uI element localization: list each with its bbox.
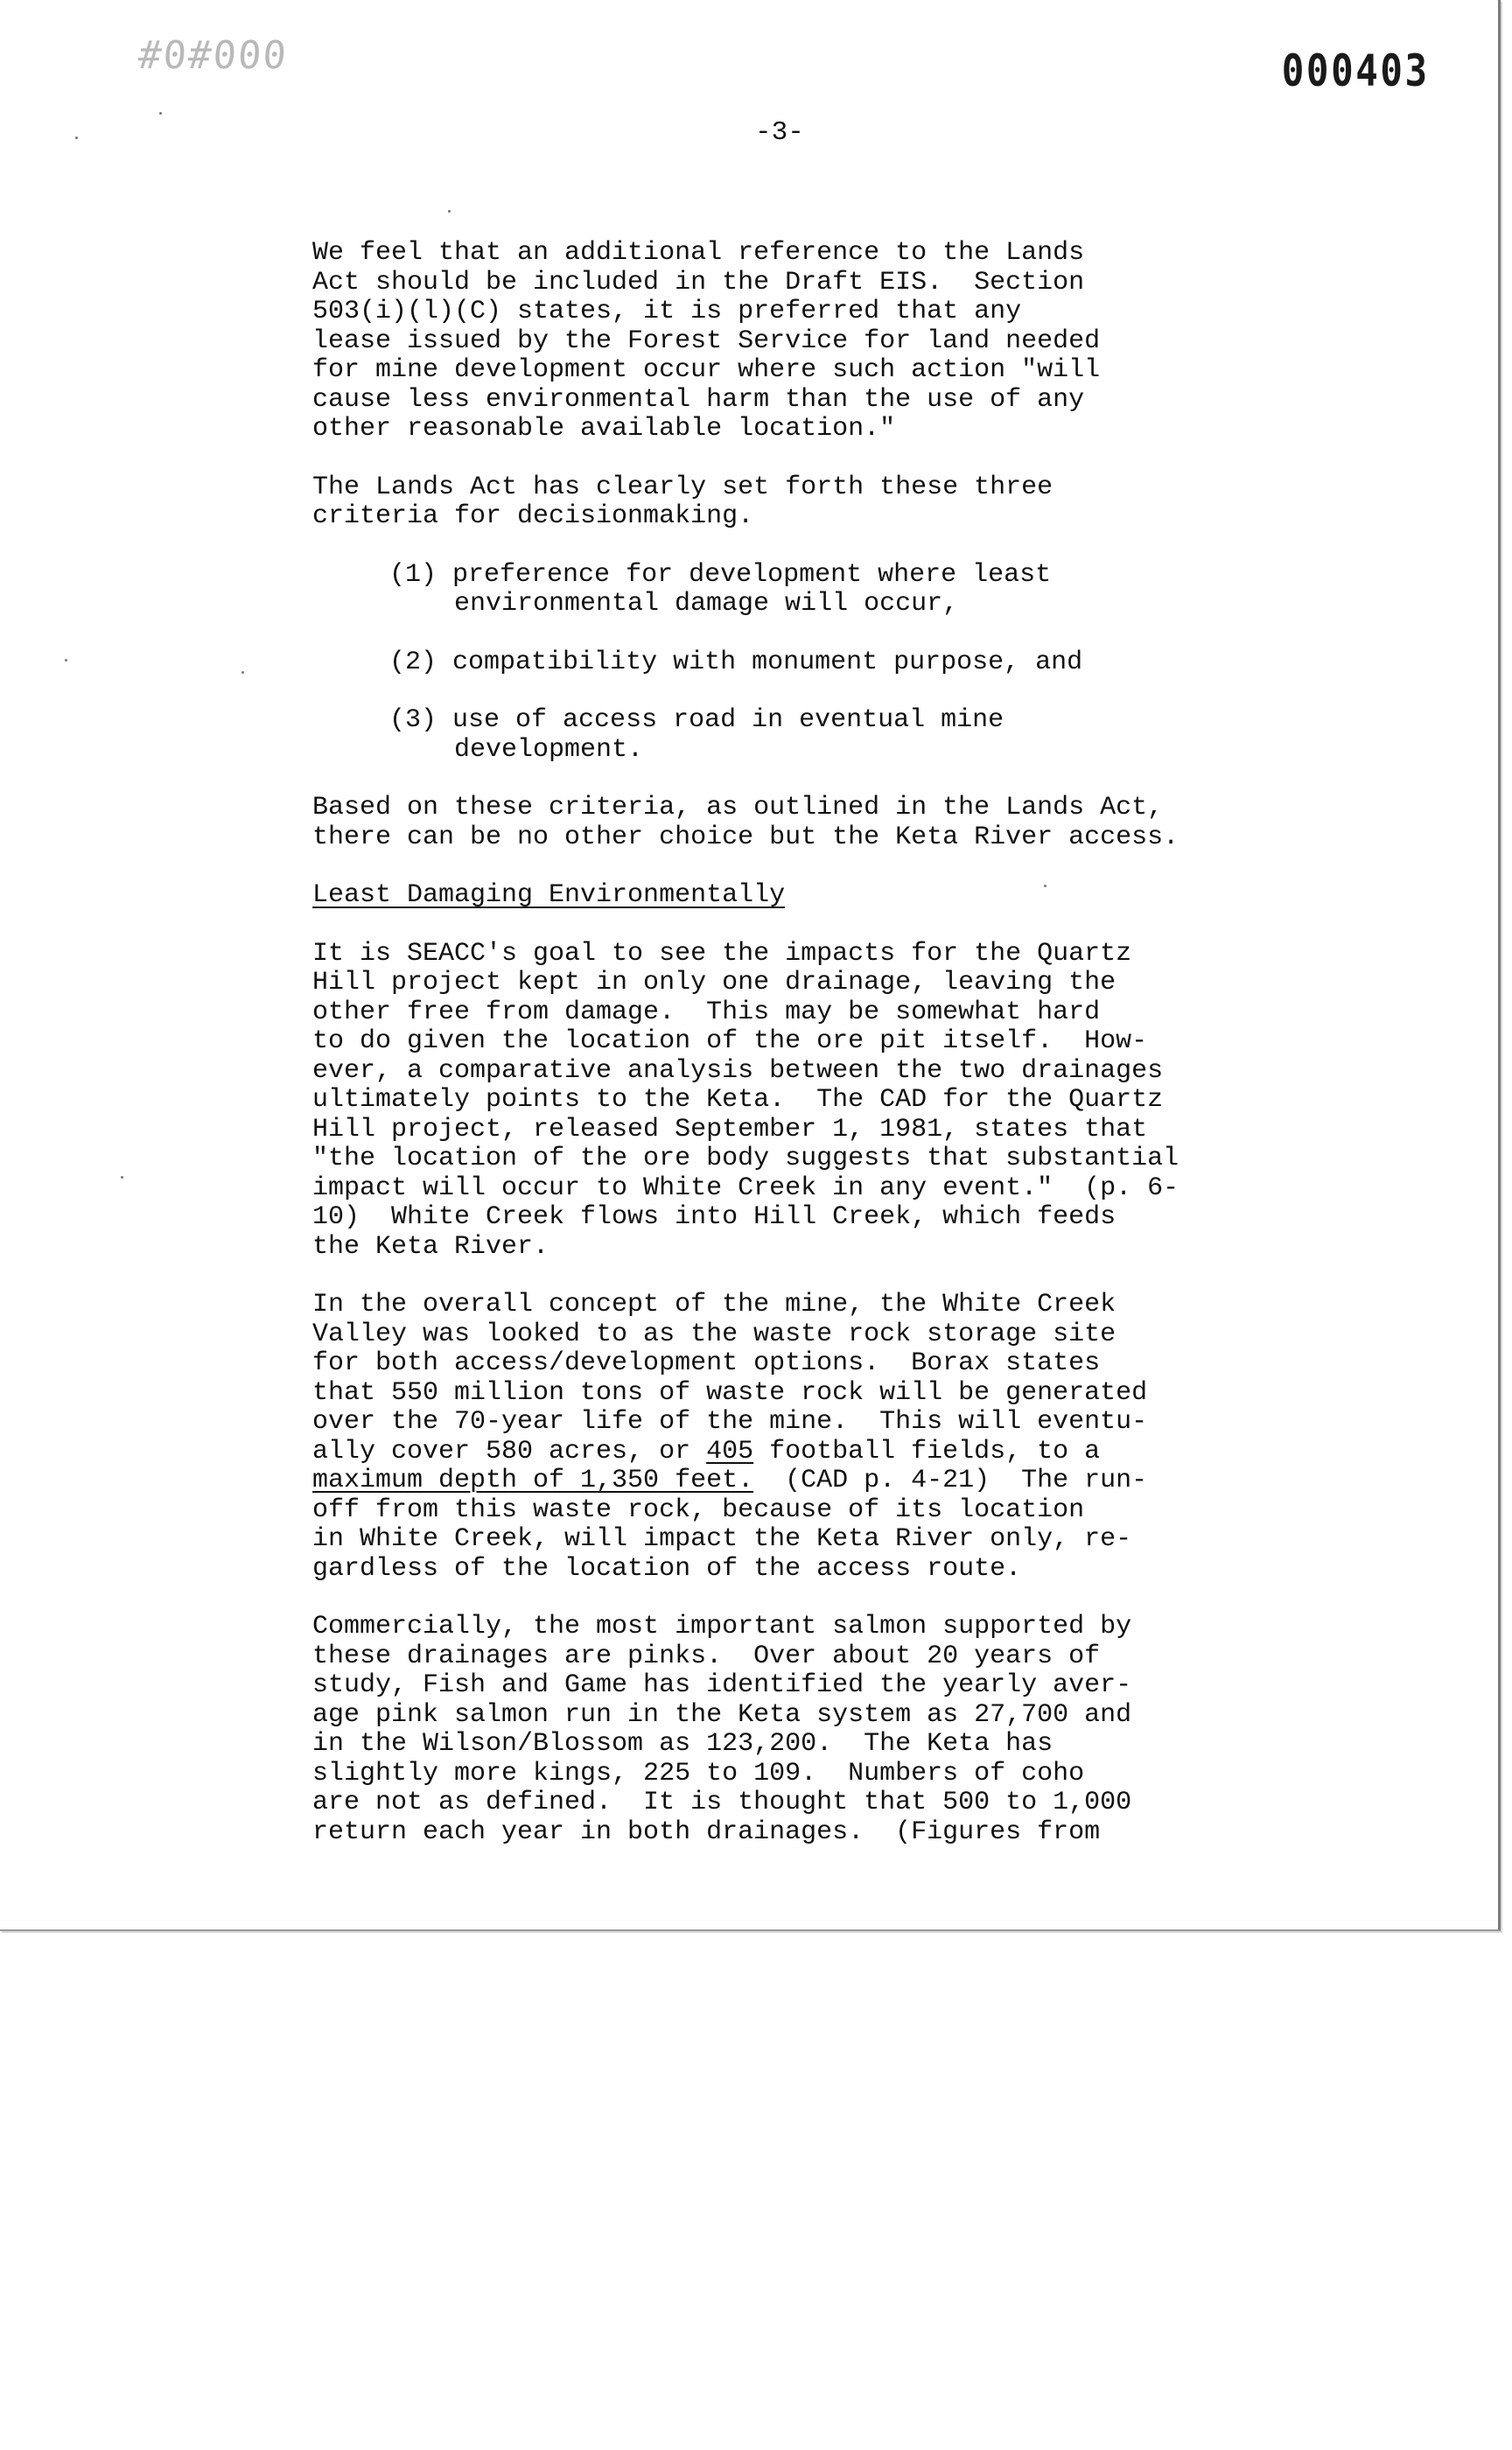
text-line: for both access/development options. Borax states [312,1348,1101,1378]
list-text: compatibility with monument purpose, and [452,647,1083,677]
text-line: ultimately points to the Keta. The CAD for the Quartz [312,1085,1164,1115]
text-line: other reasonable available location." [312,414,896,444]
list-number: (2) [389,647,438,677]
scan-speck [242,671,244,674]
text-line: Hill project kept in only one drainage, leaving the [312,968,1116,998]
text-line: impact will occur to White Creek in any event." (p. 6- [312,1172,1180,1203]
text-line: these drainages are pinks. Over about 20 years of [312,1641,1101,1671]
text-line: that 550 million tons of waste rock will be generated [312,1377,1148,1408]
scan-speck [448,210,451,213]
faded-stamp-number: #0#000 [136,33,290,78]
text-line: in White Creek, will impact the Keta River only, re- [312,1524,1132,1554]
text-line: there can be no other choice but the Keta River access. [312,822,1180,852]
paragraph-salmon [312,1613,1301,1847]
text-line [389,706,1301,736]
paragraph-criteria-intro [312,473,1301,532]
page-number: -3- [755,117,804,148]
underlined-figure: 405 [706,1436,754,1466]
text-line: slightly more kings, 225 to 109. Numbers of coho [312,1758,1085,1788]
text-line: age pink salmon run in the Keta system as 27,700 and [312,1699,1132,1730]
scan-speck [159,112,162,115]
list-text: use of access road in eventual mine [452,705,1004,735]
list-number: (1) [389,559,438,590]
text-line: 10) White Creek flows into Hill Creek, which feeds [312,1202,1116,1232]
text-line: return each year in both drainages. (Figures from [312,1816,1101,1847]
criteria-item-3 [389,706,1301,765]
text-line: Based on these criteria, as outlined in the Lands Act, [312,793,1164,822]
text-line: The Lands Act has clearly set forth these three [312,472,1054,502]
text-line: "the location of the ore body suggests that substantial [312,1144,1180,1173]
list-number: (3) [389,705,438,735]
section-heading-text: Least Damaging Environmentally [312,880,786,910]
text-fragment: ally cover 580 acres, or [312,1436,707,1466]
text-line: It is SEACC's goal to see the impacts for the Quartz [312,938,1132,969]
paragraph-lands-act-reference [312,239,1301,444]
text-line: Act should be included in the Draft EIS. Section [312,267,1085,298]
text-line [389,648,1301,678]
scan-speck [121,1176,123,1179]
section-heading [312,881,1301,911]
list-text: preference for development where least [452,559,1052,590]
text-line: Valley was looked to as the waste rock storage site [312,1319,1116,1349]
text-line: Hill project, released September 1, 1981, states that [312,1114,1148,1144]
text-line: cause less environmental harm than the use of any [312,384,1085,415]
underlined-phrase: maximum depth of 1,350 feet. [312,1466,754,1495]
text-line: In the overall concept of the mine, the White Creek [312,1290,1116,1320]
letter-body [312,239,1301,1876]
text-line: the Keta River. [312,1231,550,1262]
text-line: in the Wilson/Blossom as 123,200. The Keta has [312,1729,1054,1759]
text-line: development. [454,734,644,765]
text-line: over the 70-year life of the mine. This will eventu- [312,1407,1148,1437]
text-line: study, Fish and Game has identified the yearly aver- [312,1670,1132,1700]
paragraph-seacc-goal [312,940,1301,1263]
criteria-item-2 [389,648,1301,678]
text-fragment: (CAD p. 4-21) The run- [753,1466,1148,1495]
scan-speck [75,136,78,139]
text-line: other free from damage. This may be somewhat hard [312,997,1101,1027]
criteria-item-1 [389,561,1301,620]
text-line: We feel that an additional reference to the Lands [312,238,1085,268]
document-control-number: 000403 [1282,46,1430,96]
text-line: are not as defined. It is thought that 500 to 1,000 [312,1788,1132,1817]
text-line [312,1466,1301,1496]
scan-speck [65,659,67,662]
text-line: 503(i)(l)(C) states, it is preferred that any [312,297,1022,326]
text-line: ever, a comparative analysis between the two drainages [312,1055,1164,1086]
text-line [312,1438,1301,1467]
text-line: for mine development occur where such action "will [312,355,1101,385]
text-line: to do given the location of the ore pit itself. How- [312,1026,1148,1056]
text-line: off from this waste rock, because of its location [312,1494,1085,1525]
text-line: criteria for decisionmaking. [312,501,754,531]
text-line: environmental damage will occur, [454,589,959,619]
paragraph-conclusion [312,794,1301,852]
text-line: lease issued by the Forest Service for land needed [312,326,1101,356]
text-fragment: football fields, to a [753,1436,1101,1466]
text-line: Commercially, the most important salmon supported by [312,1612,1132,1642]
paragraph-waste-rock [312,1291,1301,1584]
text-line: gardless of the location of the access route. [312,1553,1022,1584]
text-line [389,561,1301,591]
